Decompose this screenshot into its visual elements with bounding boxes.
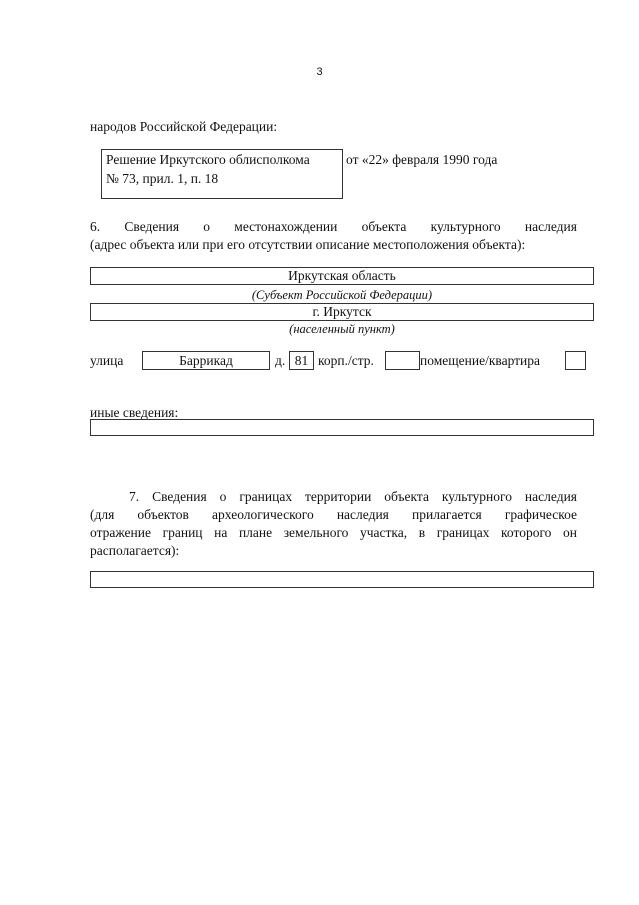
- apartment-label: помещение/квартира: [420, 353, 541, 368]
- house-field[interactable]: 81: [289, 351, 314, 370]
- section7-heading-line2: (для объектов археологического наследия прилагается графическое: [90, 507, 577, 522]
- street-field[interactable]: Баррикад: [142, 351, 270, 370]
- other-info-label: иные сведения:: [90, 405, 179, 420]
- page-number: 3: [316, 66, 323, 78]
- section7-heading-line4: располагается):: [90, 543, 180, 558]
- decision-line1: Решение Иркутского облисполкома: [106, 152, 310, 167]
- intro-line: народов Российской Федерации:: [90, 119, 278, 134]
- section7-heading-line3: отражение границ на плане земельного участка, в границах которого он: [90, 525, 577, 540]
- street-label: улица: [90, 353, 124, 368]
- section6-heading-line1: 6. Сведения о местонахождении объекта культурного наследия: [90, 219, 577, 234]
- apartment-field[interactable]: [565, 351, 586, 370]
- house-label: д.: [275, 353, 286, 368]
- boundaries-field[interactable]: [90, 571, 594, 588]
- section6-heading-line2: (адрес объекта или при его отсутствии описание местоположения объекта):: [90, 237, 526, 252]
- decision-date: от «22» февраля 1990 года: [346, 152, 498, 167]
- city-caption: (населенный пункт): [289, 322, 395, 336]
- other-info-field[interactable]: [90, 419, 594, 436]
- city-field[interactable]: г. Иркутск: [90, 303, 594, 321]
- region-field[interactable]: Иркутская область: [90, 267, 594, 285]
- building-field[interactable]: [385, 351, 420, 370]
- section7-heading-line1: 7. Сведения о границах территории объекта культурного наследия: [129, 489, 577, 504]
- building-label: корп./стр.: [318, 353, 374, 368]
- decision-line2: № 73, прил. 1, п. 18: [106, 171, 219, 186]
- region-caption: (Субъект Российской Федерации): [251, 288, 433, 302]
